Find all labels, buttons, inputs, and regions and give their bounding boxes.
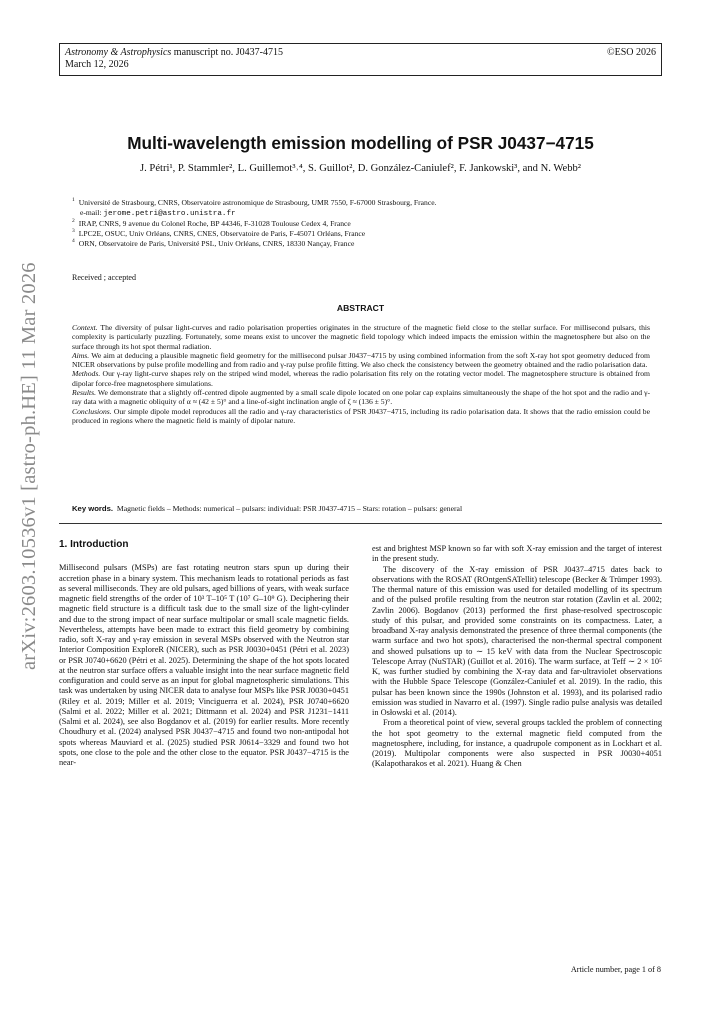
header-date: March 12, 2026 <box>65 59 129 70</box>
abstract-results: Results. We demonstrate that a slightly off-centred dipole augmented by a small scale dipole located on one polar cap explains simultaneously the shape of the hot spot and the radio and γ-ray data with a magnetic obliquity of α ≈ (42 ± 5)° and a line-of-sight inclination angle of ζ ≈ (136 ± 5)°. <box>72 388 650 407</box>
left-paragraph: Millisecond pulsars (MSPs) are fast rotating neutron stars spun up during their accretion phase in a binary system. This mechanism leads to rotational periods as fast as several milliseconds. They are old pulsars, aged billions of years, with weak surface magnetic field strengths of the order of 10³ T–10⁵ T (10⁷ G–10⁹ G). Deciphering their magnetic field structure is a difficult task due to the small size of the light-cylinder and due to the strong impact of near surface multipolar or small scale magnetic fields. Nevertheless, attempts have been made to extract this field geometry by combining radio, soft X-ray and γ-ray emission in several MSPs observed with the Neutron star Interior Composition ExploreR (NICER), such as PSR J0030+0451 (Pétri et al. 2023) or PSR J0740+6620 (Pétri et al. 2025). Determining the shape of the hot spots located at the neutron star surface offers a valuable insight into the near surface magnetic field configuration and could serve as an input for global magnetospheric simulations. This task was undertaken by using NICER data to analyse four MSPs like PSR J0030+0451 (Riley et al. 2019; Miller et al. 2019; Vinciguerra et al. 2024), PSR J0740+6620 (Salmi et al. 2022; Miller et al. 2021; Dittmann et al. 2024) and PSR J1231−1411 (Salmi et al. 2024), see also Bogdanov et al. (2019) for earlier results. More recently Choudhury et al. (2024) analysed PSR J0437−4715 and found two non-antipodal hot spots whereas Mauviard et al. (2025) studied PSR J0614−3329 and found two hot spots, one close to the pole and the other close to the equator. PSR J0437−4715 is the near- <box>59 563 349 767</box>
right-column <box>372 544 662 770</box>
email-link[interactable]: jerome.petri@astro.unistra.fr <box>103 210 236 218</box>
arxiv-stamp: arXiv:2603.10536v1 [astro-ph.HE] 11 Mar 2026 <box>18 262 40 670</box>
received-line: Received ; accepted <box>72 273 136 282</box>
keywords-text: Magnetic fields – Methods: numerical – pulsars: individual: PSR J0437-4715 – Stars: rotation – pulsars: general <box>116 504 463 513</box>
right-paragraph-1: est and brightest MSP known so far with soft X-ray emission and the target of interest in the present study. <box>372 544 662 564</box>
left-column <box>59 540 349 768</box>
abstract-context: Context. The diversity of pulsar light-curves and radio polarisation properties originates in the structure of the magnetic field close to the stellar surface. For millisecond pulsars, this complexity is particularly puzzling. Fortunately, some means exist to uncover the magnetic field topology which indeed impacts the emission within the magnetosphere but also on the surface through its hot spot thermal radiation. <box>72 323 650 351</box>
affiliation-4: $^4$ ORN, Observatoire de Paris, Université PSL, Univ Orléans, CNRS, 18330 Nançay, France <box>72 238 355 248</box>
abstract-heading: ABSTRACT <box>336 303 385 313</box>
journal-name: Astronomy & Astrophysics <box>65 47 172 58</box>
section-heading: 1. Introduction <box>59 539 129 550</box>
affiliation-email: e-mail: jerome.petri@astro.unistra.fr <box>80 208 236 218</box>
right-paragraph-2: The discovery of the X-ray emission of PSR J0437–4715 dates back to observations with the ROSAT (ROntgenSATellit) telescope (Becker & Trümper 1993). The thermal nature of this emission was used for detailed modelling of its spectrum and of the pulsed profile resulting from the neutron star rotation (Zavlin et al. 2002; Zavlin 2006). Bogdanov (2013) performed the first phase-resolved spectroscopic study of this pulsar, and provided some constraints on its compactness. Later, a broadband X-ray analysis demonstrated the presence of three thermal components (the warm surface and two hot spots), characterised the non-thermal spectral component and showed pulsations up to ∼ 15 keV with data from the Nuclear Spectroscopic Telescope Array (NuSTAR) (Guillot et al. 2016). The warm surface, at Teff ∼ 2 × 10⁵ K, was further studied by combining the X-ray data and far-ultraviolet observations with the Hubble Space Telescope (González-Caniulef et al. 2019). In the radio, this pulsar has been known since the 1990s (Johnston et al. 1993), and its polarised radio emission was studied in Navarro et al. (1997). Single radio pulse analysis was detailed in Osłowski et al. (2014). <box>372 564 662 717</box>
journal-header <box>59 43 662 76</box>
keywords-label: Key words. <box>72 504 114 513</box>
affiliation-2: $^2$ IRAP, CNRS, 9 avenue du Colonel Roche, BP 44346, F-31028 Toulouse Cedex 4, France <box>72 218 351 228</box>
author-list: J. Pétri¹, P. Stammler², L. Guillemot³˒⁴, S. Guillot², D. González-Caniulef², F. Jankowski³, and N. Webb² <box>140 163 581 174</box>
abstract-aims: Aims. We aim at deducing a plausible magnetic field geometry for the millisecond pulsar J0437−4715 by using combined information from the soft X-ray hot spot geometry deduced from NICER observations by pulse profile modelling and from radio and γ-ray pulse profile fitting. We also check the consistency between the geometry obtained and the radio polarisation data. <box>72 350 650 370</box>
manuscript-number: manuscript no. J0437-4715 <box>173 47 283 58</box>
divider <box>59 523 662 524</box>
affiliation-1: $^1$ Université de Strasbourg, CNRS, Observatoire astronomique de Strasbourg, UMR 7550, F-67000 Strasbourg, France. <box>72 197 437 207</box>
affiliations <box>72 198 662 249</box>
abstract-methods: Methods. Our γ-ray light-curve shapes rely on the striped wind model, whereas the radio polarisation fits rely on the rotating vector model. The magnetosphere structure is obtained from dipolar force-free magnetosphere simulations. <box>72 369 650 388</box>
abstract-body <box>72 323 650 425</box>
affiliation-3: $^3$ LPC2E, OSUC, Univ Orléans, CNRS, CNES, Observatoire de Paris, F-45071 Orléans, France <box>72 228 366 238</box>
keywords <box>72 504 662 513</box>
paper-title: Multi-wavelength emission modelling of PSR J0437−4715 <box>127 133 594 153</box>
copyright: ©ESO 2026 <box>607 47 656 58</box>
abstract-conclusions: Conclusions. Our simple dipole model reproduces all the radio and γ-ray characteristics of PSR J0437−4715, including its radio polarisation data. It shows that the radio emission could be produced in regions where the magnetic field is mainly of dipolar nature. <box>72 406 650 425</box>
page-footer: Article number, page 1 of 8 <box>570 965 661 974</box>
right-paragraph-3: From a theoretical point of view, several groups tackled the problem of connecting the hot spot geometry to the external magnetic field computed from the magnetosphere, including, for instance, a quadrupole component as in Lockhart et al. (2019). Multipolar components were also suspected in PSR J0030+4051 (Kalapotharakos et al. 2021). Huang & Chen <box>372 718 662 769</box>
